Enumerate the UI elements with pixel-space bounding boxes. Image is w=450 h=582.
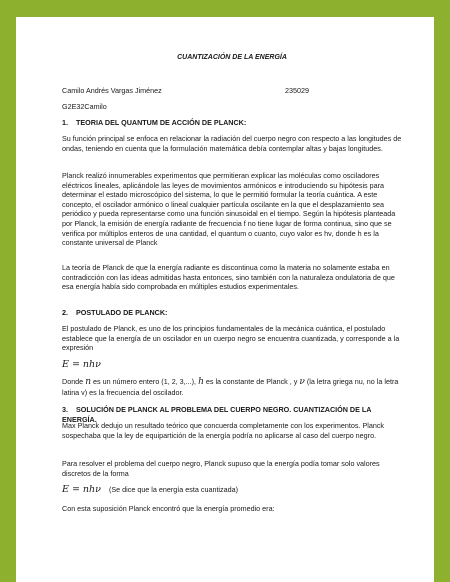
section-1-heading-text: TEORIA DEL QUANTUM DE ACCIÓN DE PLANCK: xyxy=(76,118,247,127)
n-definition: es un número entero (1, 2, 3,...), xyxy=(92,377,197,386)
group-label: G2E32Camilo xyxy=(62,102,107,111)
document-page xyxy=(16,17,434,582)
symbol-n: n xyxy=(85,377,91,387)
section-3-number: 3. xyxy=(62,405,68,414)
quantized-energy-equation xyxy=(62,485,238,495)
section-2-paragraph-1: El postulado de Planck, es uno de los principios fundamentales de la mecánica cuántica, el postulado establece que la energía de un oscilador en un cuerpo negro se encuentra cuantizada, y corresponde a la expresión xyxy=(62,324,400,353)
symbol-nu: ν xyxy=(299,377,305,387)
section-2-paragraph-2 xyxy=(62,377,402,397)
section-1-heading xyxy=(62,118,246,128)
section-3-paragraph-1: Max Planck dedujo un resultado teórico que concuerda completamente con los experimentos. Planck sospechaba que la ley de equipartición de la energía podría no aplicarse al caso del cuerpo negro. xyxy=(62,421,385,440)
section-2-number: 2. xyxy=(62,308,68,317)
author-name: Camilo Andrés Vargas Jiménez xyxy=(62,86,162,95)
section-3-paragraph-2: Para resolver el problema del cuerpo negro, Planck supuso que la energía podía tomar solo valores discretos de la forma xyxy=(62,459,380,478)
section-3-paragraph-3: Con esta suposición Planck encontró que la energía promedio era: xyxy=(62,504,275,513)
nu-definition: (la letra griega nu, no la letra latina v) es la frecuencia del oscilador. xyxy=(62,377,399,397)
document-title: CUANTIZACIÓN DE LA ENERGÍA xyxy=(177,54,287,61)
h-definition: es la constante de Planck , y xyxy=(205,377,298,386)
section-1-paragraph-2: Planck realizó innumerables experimentos que permitieran explicar las moléculas como osciladores eléctricos lineales, aplicándole las leyes de movimientos armónicos e introduciendo su hipótesis para determinar el estado microscópico del sistema, lo que le permitió formular la teoría cuántica. A este concepto, el oscilador armónico o lineal cualquier partícula oscilante en la que el desplazamiento sea periódico y pueda representarse como una función sinusoidal en el tiempo. Según la hipótesis planteada por Planck, la emisión de energía radiante de frecuencia f no tiene lugar de forma continua, sino que se verifica por múltiplos enteros de una cantidad, el quantum o cuanto, cuyo valor es hν, donde h es la constante universal de Planck xyxy=(62,171,396,248)
planck-equation: E = nhν xyxy=(62,359,101,370)
section-1-paragraph-1: Su función principal se enfoca en relacionar la radiación del cuerpo negro con respecto a las longitudes de ondas, teniendo en cuenta que la formulación matemática debía contemplar altas y bajas longitudes. xyxy=(62,134,402,153)
section-2-heading xyxy=(62,308,167,318)
section-1-paragraph-3: La teoría de Planck de que la energía radiante es discontinua como la materia no solamente estaba en contradicción con las ideas admitidas hasta entonces, sino también con la naturaleza ondulatoria de que esa energía había sido comprobada en múltiples estudios experimentales. xyxy=(62,263,395,292)
student-code: 235029 xyxy=(285,86,309,95)
symbol-h: h xyxy=(198,377,204,387)
equation-note: (Se dice que la energía esta cuantizada) xyxy=(108,485,239,494)
where-text: Donde xyxy=(62,377,84,386)
section-3-heading-text: SOLUCIÓN DE PLANCK AL PROBLEMA DEL CUERPO NEGRO. CUANTIZACIÓN DE LA ENERGÍA. xyxy=(62,405,372,424)
section-2-heading-text: POSTULADO DE PLANCK: xyxy=(76,308,168,317)
section-1-number: 1. xyxy=(62,118,68,127)
quantized-energy-formula: E = nhν xyxy=(62,484,101,495)
